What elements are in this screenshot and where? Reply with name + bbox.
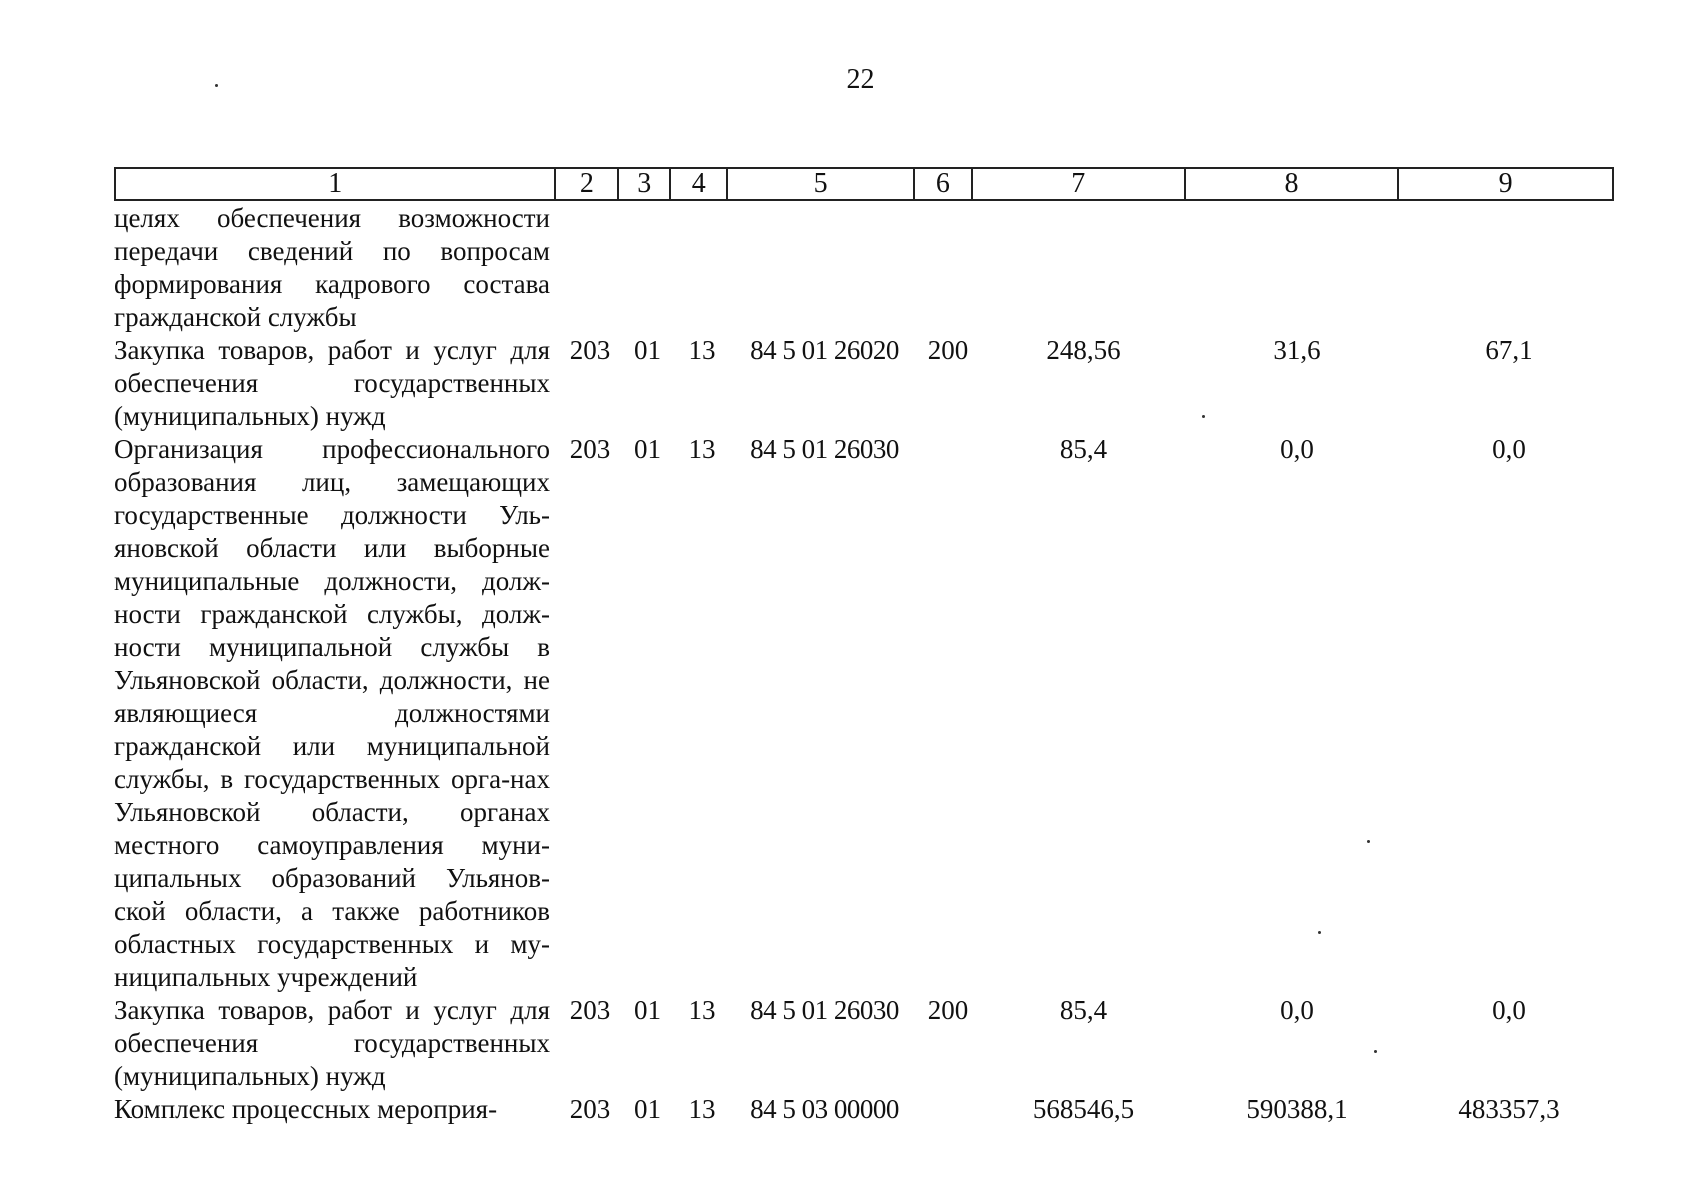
cell-col-7: [977, 202, 1190, 334]
cell-col-7: 85,4: [1059, 995, 1108, 1025]
cell-col-5: 84 5 01 26030: [750, 995, 899, 1025]
table-header-row: [114, 167, 1614, 201]
cell-col-8: 31,6: [1273, 335, 1321, 365]
cell-col-3: 01: [634, 335, 661, 365]
row-description: Комплекс процессных мероприя-: [114, 1094, 498, 1124]
table-row: [114, 433, 1614, 994]
row-description: Закупка товаров, работ и услуг для обеспечения государственных (муниципальных) нужд: [114, 995, 550, 1091]
table-row: [114, 994, 1614, 1093]
scan-speck: [215, 84, 218, 87]
cell-col-2: [559, 202, 621, 334]
cell-col-9: 67,1: [1485, 335, 1533, 365]
cell-col-6: 200: [927, 995, 969, 1025]
cell-col-5: 84 5 01 26020: [750, 335, 899, 365]
cell-col-8: 0,0: [1280, 995, 1314, 1025]
header-col-8: 8: [1186, 169, 1400, 199]
cell-col-9: 0,0: [1492, 434, 1526, 464]
cell-col-9: 0,0: [1492, 995, 1526, 1025]
header-col-1: 1: [116, 169, 556, 199]
table-row: [114, 1093, 1614, 1126]
cell-col-4: 13: [688, 434, 716, 464]
header-col-4: 4: [671, 169, 728, 199]
header-col-3: 3: [619, 169, 671, 199]
cell-col-3: 01: [634, 434, 661, 464]
table-body: [114, 202, 1614, 1126]
cell-col-7: 248,56: [1046, 335, 1121, 365]
cell-col-9: [1404, 202, 1614, 334]
table-row: [114, 202, 1614, 334]
row-description: Организация профессионального образования лиц, замещающих государственные должности Уль-яновской области или выборные муниципальные должности, долж-ности гражданской службы, долж-ности муниципальной службы в Ульяновской области, должности, не являющиеся должностями гражданской или муниципальной службы, в государственных орга-нах Ульяновской области, органах местного самоуправления муни-ципальных образований Ульянов-ской области, а также работников областных государственных и му-ниципальных учреждений: [114, 434, 550, 992]
cell-col-6: [919, 202, 977, 334]
cell-col-6: [919, 1093, 977, 1126]
cell-col-2: 203: [569, 434, 611, 464]
cell-col-5: 84 5 03 00000: [750, 1094, 899, 1124]
header-col-7: 7: [973, 169, 1186, 199]
cell-col-3: 01: [634, 995, 661, 1025]
cell-col-4: [674, 202, 730, 334]
cell-col-3: 01: [634, 1094, 661, 1124]
cell-col-5: 84 5 01 26030: [750, 434, 899, 464]
cell-col-6: [919, 433, 977, 994]
header-col-2: 2: [556, 169, 619, 199]
row-description: Закупка товаров, работ и услуг для обеспечения государственных (муниципальных) нужд: [114, 335, 550, 431]
cell-col-8: 0,0: [1280, 434, 1314, 464]
cell-col-9: 483357,3: [1458, 1094, 1560, 1124]
cell-col-2: 203: [569, 1094, 611, 1124]
cell-col-6: 200: [927, 335, 969, 365]
cell-col-4: 13: [688, 995, 716, 1025]
cell-col-4: 13: [688, 1094, 716, 1124]
cell-col-2: 203: [569, 995, 611, 1025]
cell-col-5: [730, 202, 919, 334]
cell-col-8: 590388,1: [1246, 1094, 1348, 1124]
header-col-5: 5: [728, 169, 915, 199]
cell-col-4: 13: [688, 335, 716, 365]
table-row: [114, 334, 1614, 433]
cell-col-2: 203: [569, 335, 611, 365]
cell-col-7: 85,4: [1059, 434, 1108, 464]
header-col-9: 9: [1498, 168, 1513, 199]
cell-col-3: [621, 202, 674, 334]
page-number: 22: [846, 64, 875, 95]
header-col-6: 6: [915, 169, 973, 199]
cell-col-7: 568546,5: [1032, 1094, 1135, 1124]
row-description: целях обеспечения возможности передачи сведений по вопросам формирования кадрового состава гражданской службы: [114, 203, 550, 332]
cell-col-8: [1190, 202, 1404, 334]
